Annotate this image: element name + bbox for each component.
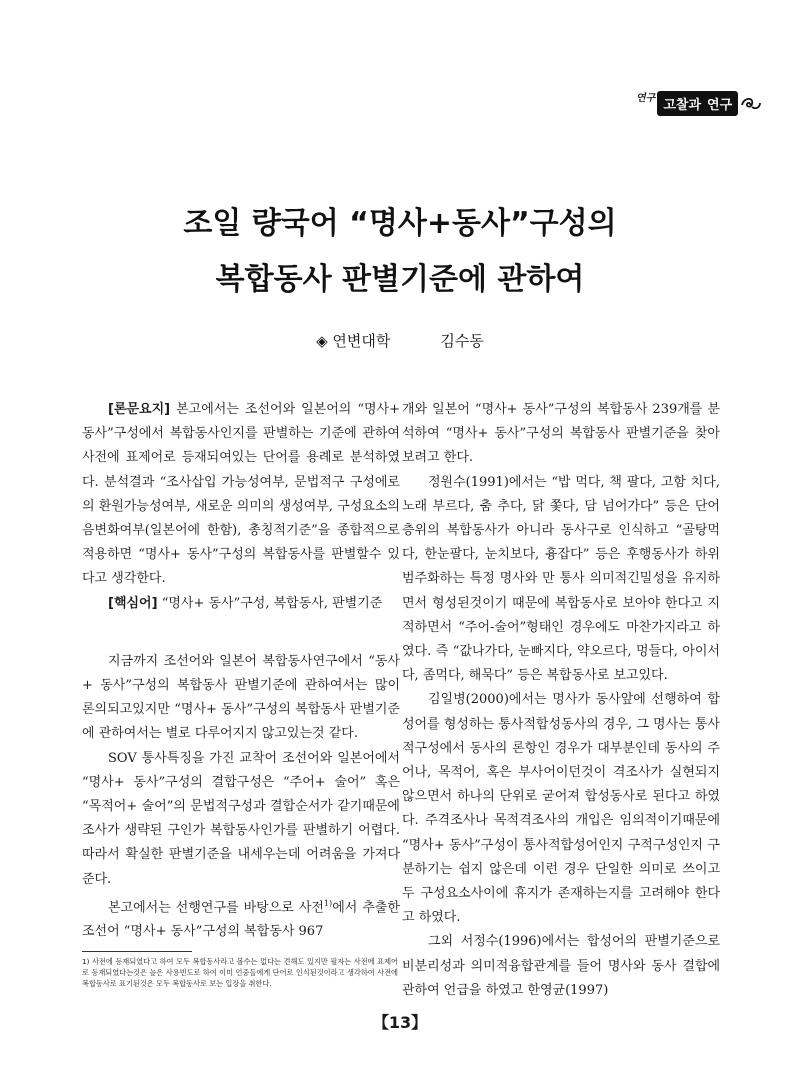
author-name: 김수동 [440,332,484,350]
swirl-ornament-icon [740,95,762,111]
body-paragraph: SOV 통사특징을 가진 교착어 조선어와 일본어에서 “명사+ 동사”구성의 결합구성은 “주어+ 술어” 혹은 “목적어+ 술어”의 문법적구성과 결합순서가 같기때문에 조사가 생략된 구인가 복합동사인가를 판별하기 어렵다. 따라서 확실한 판별기준을 내세우는데 어려움을 가져다준다. [82,750,400,887]
abstract [82,398,400,592]
footnote: 1) 사전에 등재되였다고 하여 모두 복합동사라고 볼수는 없다는 견해도 있지만 필자는 사전에 표제어로 등재되였다는것은 높은 사용빈도로 하여 이미 언중들에게 단어로 인식된것이라고 생각하여 사전에 복합동사로 표기된것은 모두 복합동사로 보는 입장을 취한다. [82,957,398,988]
right-column [402,398,720,1003]
abstract-text: 본고에서는 조선어와 일본어의 “명사+ 동사”구성에서 복합동사인지를 판별하는 기준에 관하여 사전에 표제어로 등재되여있는 단어를 용례로 분석하였다. 분석결과 “조사삽입 가능성여부, 문법적구 구성에로의 환원가능성여부, 새로운 의미의 생성여부, 구성요소의 음변화여부(일본어에 한함), 총칭적기준”을 종합적으로 적용하면 “명사+ 동사”구성의 복합동사를 판별할수 있다고 생각한다. [82,402,400,587]
abstract-label: [론문요지] [108,402,171,417]
author-line [0,330,800,351]
footnote-ref[interactable]: 1) [323,898,333,908]
article-title [0,196,800,308]
keywords-label: [핵심어] [108,595,158,611]
keywords [82,592,400,616]
section-badge-tag: 연구 [636,92,656,104]
body-paragraph: 개와 일본어 “명사+ 동사”구성의 복합동사 239개를 분석하여 “명사+ 동사”구성의 복합동사 판별기준을 찾아보려고 한다. [402,402,720,466]
body-paragraph [82,892,400,945]
section-badge-word1: 고찰과 [663,97,702,113]
body-paragraph: 그외 서정수(1996)에서는 합성어의 판별기준으로 비분리성과 의미적융합관계를 들어 명사와 동사 결합에 관하여 언급을 하였고 한영균(1997) [402,934,720,998]
body-text: 본고에서는 선행연구를 바탕으로 사전 [108,900,324,916]
article-title-line1: 조일 량국어 “명사+동사”구성의 [183,206,617,241]
section-badge-box [657,91,738,116]
spacer [82,616,400,640]
body-paragraph: 정원수(1991)에서는 “밥 먹다, 책 팔다, 고함 치다, 노래 부르다, 춤 추다, 닭 쫓다, 담 넘어가다” 등은 단어층위의 복합동사가 아니라 동사구로 인식하고 “골탕먹다, 한눈팔다, 눈치보다, 흉잡다” 등은 후행동사가 하위범주화하는 특정 명사와 만 통사 의미적긴밀성을 유지하면서 형성된것이기 때문에 복합동사로 보아야 한다고 지적하면서 “주어-술어”형태인 경우에도 마찬가지라고 하였다. 즉 “값나가다, 눈빠지다, 약오르다, 멍들다, 아이서다, 좀먹다, 해묵다” 등은 복합동사로 보고있다. [402,474,720,684]
section-badge [636,86,762,120]
section-badge-word2: 연구 [707,97,733,113]
left-column [82,398,400,945]
author-affiliation: ◈ 연변대학 [316,332,391,350]
body-paragraph: 김일병(2000)에서는 명사가 동사앞에 선행하여 합성어를 형성하는 통사적합성동사의 경우, 그 명사는 통사적구성에서 동사의 론항인 경우가 대부분인데 동사의 주어나, 목적어, 혹은 부사어이던것이 격조사가 실현되지 않으면서 하나의 단위로 굳어져 합성동사로 된다고 하였다. 주격조사나 목적격조사의 개입은 임의적이기때문에 “명사+ 동사”구성이 통사적합성어인지 구적구성인지 구분하기는 쉽지 않은데 이런 경우 단일한 의미로 쓰이고 두 구성요소사이에 휴지가 존재하는지를 고려해야 한다고 하였다. [402,692,720,926]
footnote-divider [82,951,192,952]
body-text: 에서 추출한 조선어 “명사+ 동사”구성의 복합동사 967 [82,900,400,940]
keywords-text: “명사+ 동사”구성, 복합동사, 판별기준 [157,595,383,611]
page-number: 【13】 [372,1013,428,1032]
body-paragraph: 지금까지 조선어와 일본어 복합동사연구에서 “동사+ 동사”구성의 복합동사 판별기준에 관하여서는 많이 론의되고있지만 “명사+ 동사”구성의 복합동사 판별기준에 관하여서는 별로 다루어지지 않고있는것 같다. [82,653,400,742]
article-title-line2: 복합동사 판별기준에 관하여 [215,262,585,297]
